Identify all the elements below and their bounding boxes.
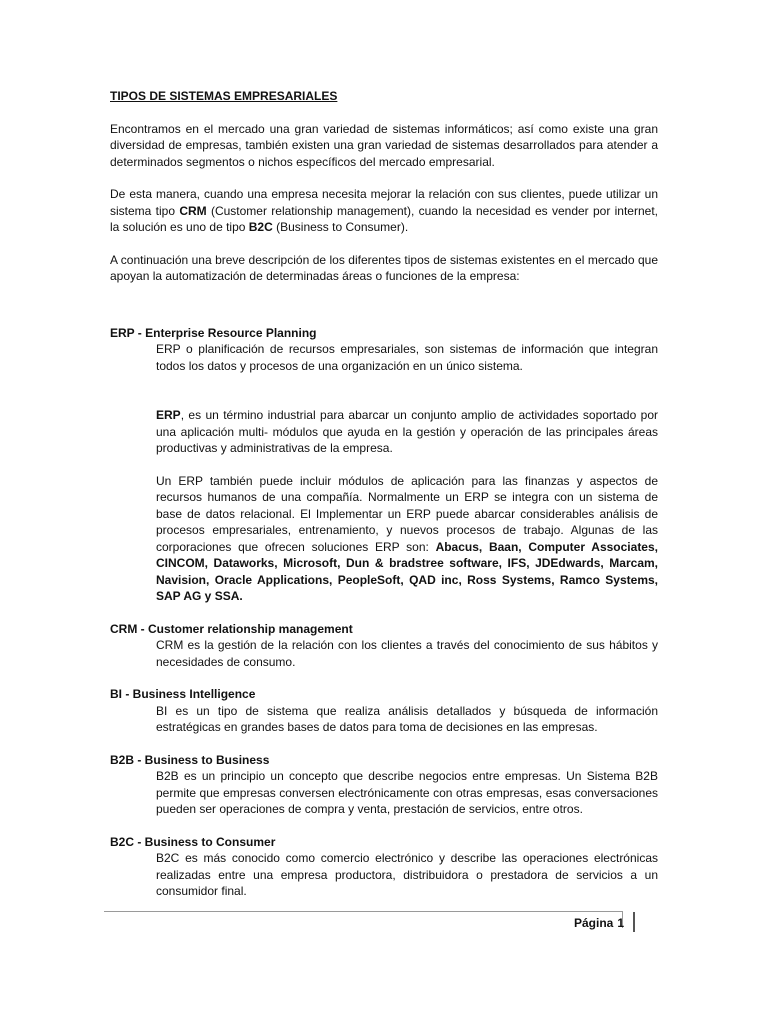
intro-paragraph-2-text-a: De esta manera, cuando una empresa necesita mejorar la relación con sus clientes, puede utilizar un sistema tipo (110, 187, 658, 218)
section-b2c-body: B2C es más conocido como comercio electrónico y describe las operaciones electrónicas realizadas entre una empresa productora, distribuidora o prestadora de servicios a un consumidor final. (156, 851, 658, 898)
section-bi (110, 686, 658, 736)
section-b2b-heading: B2B - Business to Business (110, 752, 270, 767)
document-title: TIPOS DE SISTEMAS EMPRESARIALES (110, 89, 338, 103)
erp-term: ERP (156, 408, 181, 422)
intro-paragraph-3: A continuación una breve descripción de los diferentes tipos de sistemas existentes en el mercado que apoyan la automatización de determinadas áreas o funciones de la empresa: (110, 252, 658, 283)
section-crm (110, 621, 658, 671)
section-bi-body: BI es un tipo de sistema que realiza análisis detallados y búsqueda de información estratégicas en grandes bases de datos para toma de decisiones en las empresas. (156, 703, 658, 734)
erp-paragraph-3-text: Un ERP también puede incluir módulos de aplicación para las finanzas y aspectos de recursos humanos de una compañía. Normalmente un ERP se integra con un sistema de base de datos relacional. El Implementar un ERP puede abarcar considerables análisis de procesos empresariales, entrenamiento, y nuevos procesos de trabajo. Algunas de las corporaciones que ofrecen soluciones ERP son: (156, 473, 658, 554)
intro-paragraph-1: Encontramos en el mercado una gran variedad de sistemas informáticos; así como existe una gran diversidad de empresas, también existen una gran variedad de sistemas desarrollados para atender a determinados segmentos o nichos específicos del mercado empresarial. (110, 121, 658, 169)
document-body (110, 88, 658, 916)
section-crm-heading: CRM - Customer relationship management (110, 621, 353, 636)
section-erp-paragraph-2 (156, 407, 658, 457)
intro-paragraph-2 (110, 186, 658, 236)
intro-paragraph-2-text-b: (Customer relationship management), cuando la necesidad es vender por internet, la solución es uno de tipo (110, 203, 658, 234)
section-crm-body: CRM es la gestión de la relación con los clientes a través del conocimiento de sus hábitos y necesidades de consumo. (156, 638, 658, 669)
section-b2b (110, 752, 658, 818)
footer-rule (104, 911, 622, 912)
section-erp-spacer (110, 374, 658, 407)
section-b2c (110, 834, 658, 900)
section-bi-heading: BI - Business Intelligence (110, 687, 256, 701)
section-erp (110, 325, 658, 605)
section-erp-spacer-2 (110, 457, 658, 473)
page-footer (574, 915, 624, 931)
page-number: 1 (617, 916, 625, 930)
section-erp-paragraph-3 (156, 473, 658, 605)
erp-paragraph-2-text: , es un término industrial para abarcar un conjunto amplio de actividades soportado por una aplicación multi- módulos que ayuda en la gestión y operación de las principales áreas productivas y administrativas de la empresa. (156, 408, 658, 455)
section-erp-heading: ERP - Enterprise Resource Planning (110, 325, 317, 340)
section-b2c-heading: B2C - Business to Consumer (110, 834, 276, 849)
section-b2b-body: B2B es un principio un concepto que describe negocios entre empresas. Un Sistema B2B permite que empresas conversen electrónicamente con otras empresas, esas conversaciones pueden ser operaciones de compra y venta, prestación de servicios, entre otros. (156, 769, 658, 816)
footer-page-divider (633, 912, 635, 932)
section-erp-paragraph-1: ERP o planificación de recursos empresariales, son sistemas de información que integran todos los datos y procesos de una organización en un único sistema. (156, 342, 658, 373)
page-label: Página (574, 916, 614, 930)
intro-crm-term: CRM (179, 203, 207, 218)
intro-paragraph-2-text-c: (Business to Consumer). (272, 220, 409, 234)
intro-b2c-term: B2C (248, 220, 273, 234)
erp-vendor-list: Abacus, Baan, Computer Associates, CINCOM, Dataworks, Microsoft, Dun & bradstree software, IFS, JDEdwards, Marcam, Navision, Oracle Applications, PeopleSoft, QAD inc, Ross Systems, Ramco Systems, SAP AG y SSA. (156, 539, 658, 603)
